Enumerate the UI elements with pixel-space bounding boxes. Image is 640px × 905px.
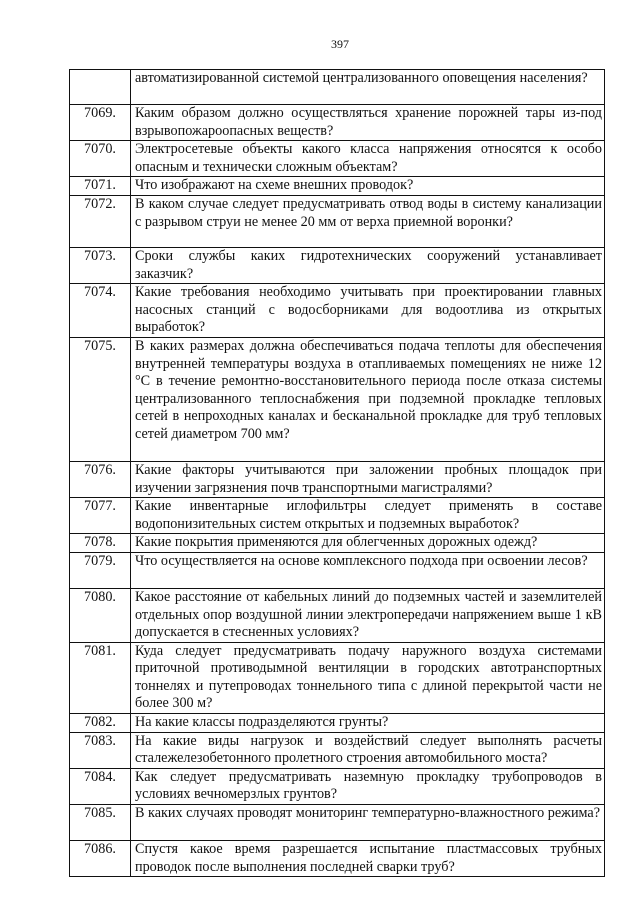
table-row [70, 498, 605, 534]
question-text: Что осуществляется на основе комплексного подхода при освоении лесов? [131, 552, 605, 588]
table-row [70, 195, 605, 247]
table-row [70, 461, 605, 497]
question-text: В каких случаях проводят мониторинг температурно-влажностного режима? [131, 805, 605, 841]
table-row [70, 841, 605, 877]
table-row [70, 105, 605, 141]
question-text: автоматизированной системой централизованного оповещения населения? [131, 70, 605, 105]
question-number: 7084. [70, 768, 131, 804]
question-number: 7085. [70, 805, 131, 841]
question-text: Какое расстояние от кабельных линий до подземных частей и заземлителей отдельных опор воздушной линии электропередачи напряжением выше 1 кВ допускается в стесненных условиях? [131, 588, 605, 642]
table-row [70, 337, 605, 461]
table-row [70, 141, 605, 177]
table-row [70, 805, 605, 841]
question-number: 7069. [70, 105, 131, 141]
question-text: Какие инвентарные иглофильтры следует применять в составе водопонизительных систем открытых и подземных выработок? [131, 498, 605, 534]
question-text: В каких размерах должна обеспечиваться подача теплоты для обеспечения внутренней температуры воздуха в отапливаемых помещениях не ниже 12 °С в течение ремонтно-восстановительного периода после отказа системы централизованного теплоснабжения при подземной прокладке тепловых сетей в непроходных каналах и бесканальной прокладке для труб тепловых сетей диаметром 700 мм? [131, 337, 605, 461]
question-number: 7083. [70, 732, 131, 768]
question-number: 7081. [70, 642, 131, 713]
question-text: На какие виды нагрузок и воздействий следует выполнять расчеты сталежелезобетонного пролетного строения автомобильного моста? [131, 732, 605, 768]
question-text: На какие классы подразделяются грунты? [131, 714, 605, 733]
questions-table [69, 69, 605, 877]
question-number: 7076. [70, 461, 131, 497]
question-number: 7077. [70, 498, 131, 534]
table-row [70, 552, 605, 588]
table-row [70, 247, 605, 283]
question-text: Сроки службы каких гидротехнических сооружений устанавливает заказчик? [131, 247, 605, 283]
table-row [70, 177, 605, 196]
question-number: 7079. [70, 552, 131, 588]
table-row [70, 642, 605, 713]
question-number: 7072. [70, 195, 131, 247]
question-text: Каким образом должно осуществляться хранение порожней тары из-под взрывопожароопасных веществ? [131, 105, 605, 141]
question-text: Какие факторы учитываются при заложении пробных площадок при изучении загрязнения почв транспортными магистралями? [131, 461, 605, 497]
table-row [70, 284, 605, 338]
question-text: Что изображают на схеме внешних проводок? [131, 177, 605, 196]
table-row [70, 70, 605, 105]
question-text: В каком случае следует предусматривать отвод воды в систему канализации с разрывом струи не менее 20 мм от верха приемной воронки? [131, 195, 605, 247]
question-text: Спустя какое время разрешается испытание пластмассовых трубных проводок после выполнения последней сварки труб? [131, 841, 605, 877]
question-text: Какие требования необходимо учитывать при проектировании главных насосных станций с водосборниками для водоотлива из открытых выработок? [131, 284, 605, 338]
question-number: 7086. [70, 841, 131, 877]
question-number: 7070. [70, 141, 131, 177]
question-number: 7080. [70, 588, 131, 642]
table-row [70, 534, 605, 553]
question-number: 7073. [70, 247, 131, 283]
question-text: Куда следует предусматривать подачу наружного воздуха системами приточной противодымной вентиляции в городских автотранспортных тоннелях и путепроводах тоннельного типа с длиной перекрытой части не более 300 м? [131, 642, 605, 713]
table-row [70, 714, 605, 733]
page-number: 397 [331, 37, 349, 51]
question-number: 7071. [70, 177, 131, 196]
table-row [70, 768, 605, 804]
question-number: 7078. [70, 534, 131, 553]
question-text: Как следует предусматривать наземную прокладку трубопроводов в условиях вечномерзлых грунтов? [131, 768, 605, 804]
question-number: 7075. [70, 337, 131, 461]
table-row [70, 588, 605, 642]
question-text: Электросетевые объекты какого класса напряжения относятся к особо опасным и технически сложным объектам? [131, 141, 605, 177]
question-number [70, 70, 131, 105]
table-row [70, 732, 605, 768]
question-number: 7082. [70, 714, 131, 733]
question-text: Какие покрытия применяются для облегченных дорожных одежд? [131, 534, 605, 553]
question-number: 7074. [70, 284, 131, 338]
